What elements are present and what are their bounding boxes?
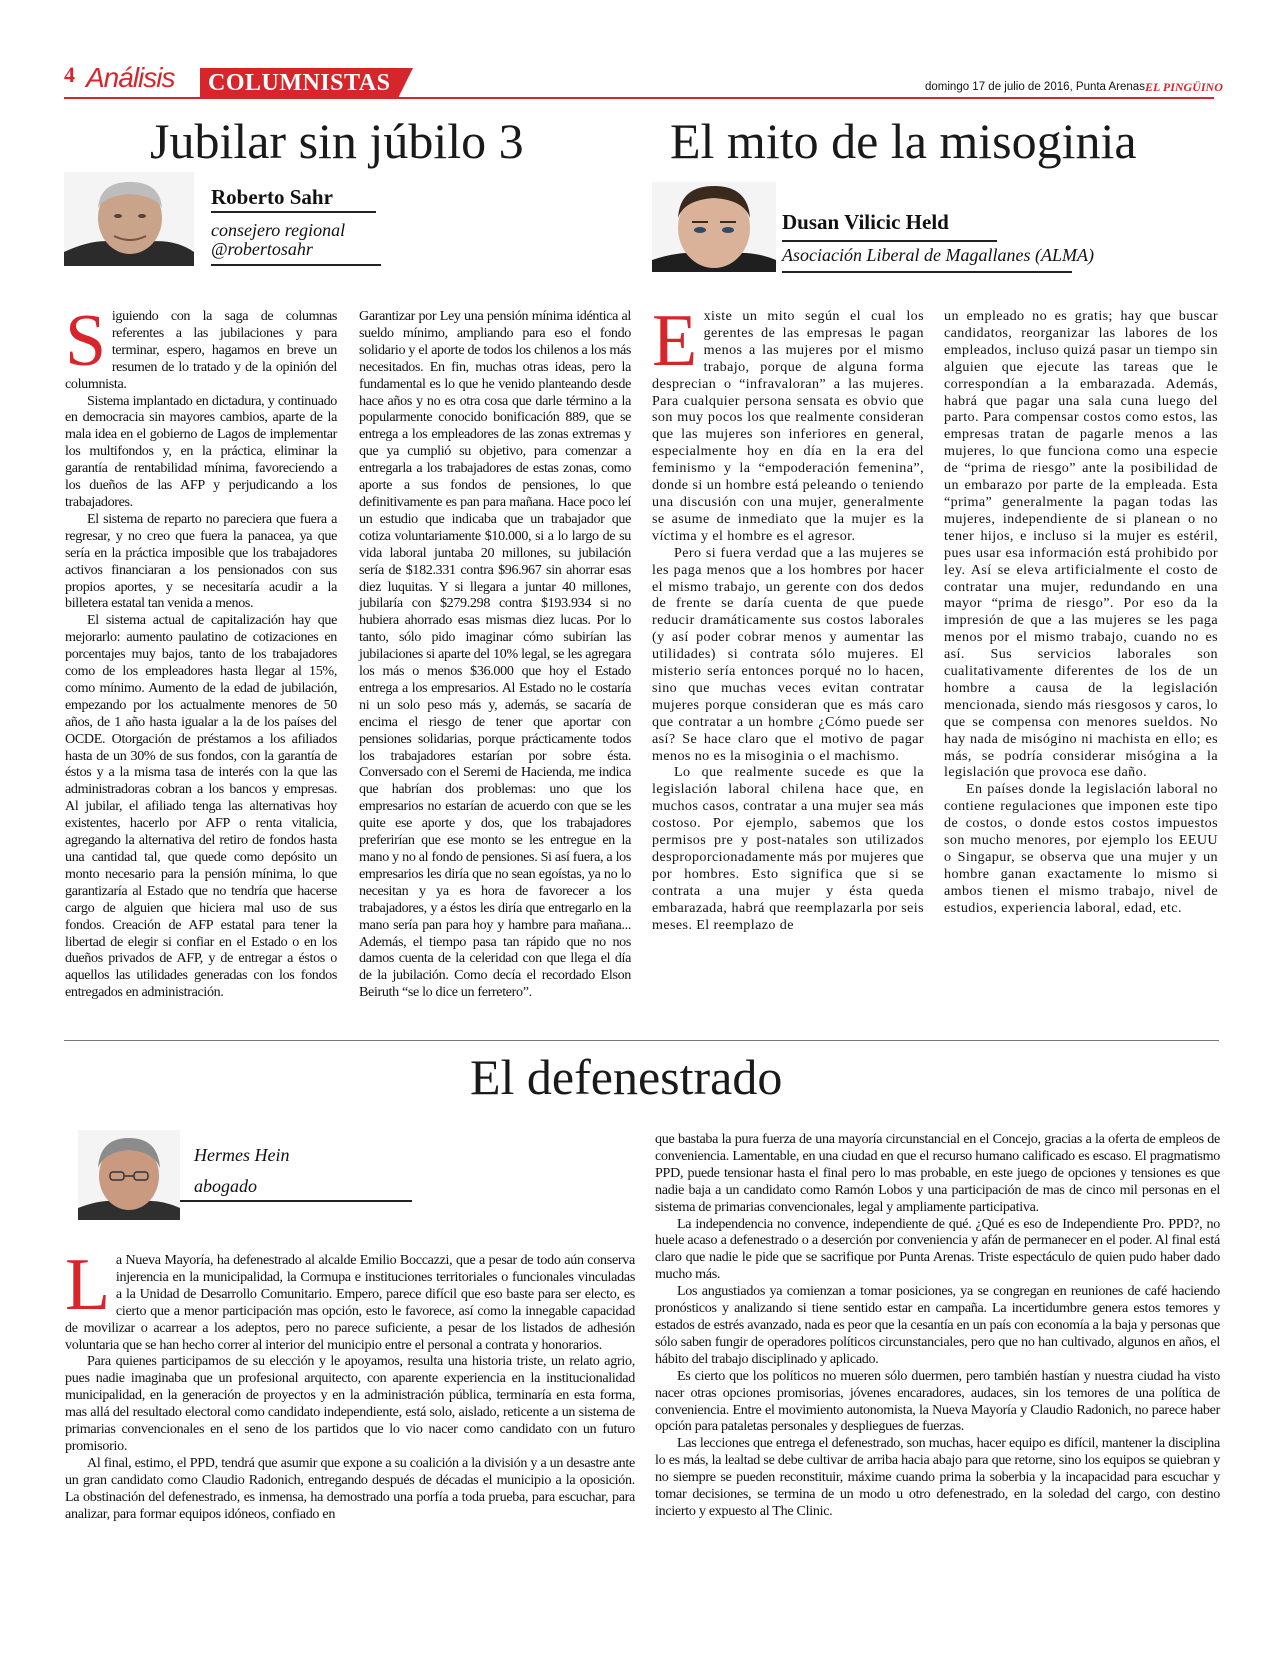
author-handle: @robertosahr [211,239,313,259]
paragraph: Lo que realmente sucede es que la legislación laboral chilena hace que, en muchos casos, contratar a una mujer sea más costoso. Por ejemplo, sabemos que los permisos pre y post-natales son utilizados desproporcionadamente más por mujeres que por hombres. Esto significa que si se contrata a una mujer y ésta queda embarazada, habrá que reemplazarla por seis meses. El reemplazo de [652,764,924,933]
byline-rule [211,211,376,213]
newspaper-logo: EL PINGÜINO [1145,80,1223,94]
paragraph: Garantizar por Ley una pensión mínima idéntica al sueldo mínimo, ampliando para eso el fondo solidario y el aporte de todos los chilenos a los más necesitados. En fin, muchas otras ideas, pero la fundamental es lo que he venido planteando desde hace años y no es otra cosa que darle término a la popularmente conocido bonificación 889, que se entrega a los empleadores de las zonas extremas y que ya cumplió su objetivo, para comenzar a entregarla a los trabajadores de estas zonas, como aporte a sus fondos de pensiones, lo que definitivamente es pan para mañana. Hace poco leí un estudio que indicaba que un trabajador que cotiza voluntariamente $10.000, si a lo largo de su vida laboral juntaba 20 millones, su jubilación sería de $182.331 contra $96.967 sin ahorrar esas diez luquitas. Y si llegara a juntar 40 millones, jubilaría con $279.298 contra $193.934 si no hubiera ahorrado esas mismas diez lucas. Por lo tanto, sólo pido imaginar cómo subirían las jubilaciones si aparte del 10% legal, se les agregara los más o menos $36.000 que hoy el Estado entrega a los empresarios. Al Estado no le costaría ni un solo peso más y, además, se sacaría de encima el riesgo de tener que aportar con pensiones solidarias, porque prácticamente todos los trabajadores estarían por sobre ésta. Conversado con el Seremi de Hacienda, me indica que habrían dos problemas: uno que los empresarios no estarían de acuerdo con que se les quite ese aporte y dos, que los trabajadores preferirían que ese monto se les entregue en la mano y no al fondo de pensiones. Si así fuera, a los empresarios les diría que no sean egoístas, ya no lo necesitan y ya es hora de favorecer a los trabajadores, y a éstos les diría que entregarlo en la mano sería pan para hoy y hambre para mañana... Además, el tiempo pasa tan rápido que no nos damos cuenta de la celeridad con que llega el día de la jubilación. Como decía el recordado Elson Beiruth “se lo dice un ferretero”. [359,308,631,1001]
byline-rule [211,264,381,266]
paragraph: En países donde la legislación laboral no contiene regulaciones que imponen este tipo de costos, o donde estos costos impuestos son mucho menores, por ejemplo los EEUU o Singapur, se observa que una mujer y un hombre ganan exactamente lo mismo si ambos tienen el mismo trabajo, nivel de estudios, experiencia laboral, edad, etc. [944,781,1218,916]
paragraph: iguiendo con la saga de columnas referentes a las jubilaciones y para terminar, espero, hagamos en breve un resumen de lo tratado y de la opinión del columnista. [65,308,337,392]
author-role: consejero regional [211,220,346,240]
author-photo [652,182,776,272]
article-column [65,300,337,1001]
paragraph: Los angustiados ya comienzan a tomar posiciones, ya se congregan en reuniones de café haciendo pronósticos y analizando si tiene sentido estar en campaña. La incertidumbre genera estos temores y estados de estrés avanzado, nada es peor que la cesantía en un país con economía a la baja y personas que sólo saben fungir de operadores políticos circunstanciales, pero que no han cultivado, algunos en años, el hábito del trabajo disciplinado y aplicado. [655,1283,1220,1367]
paragraph: La independencia no convence, independiente de qué. ¿Qué es eso de Independiente Pro. PPD?, no huele acaso a defenestrado o a deserción por conveniencia y afán de permanecer en el poder. Al final está claro que nadie le pide que se sacrifique por Punta Arenas. Triste espectáculo de quien pudo haber dado mucho más. [655,1215,1220,1283]
article-column [65,1244,635,1523]
article-column [944,308,1218,917]
headline-misoginia: El mito de la misoginia [670,113,1137,169]
drop-cap: E [652,300,698,382]
headline-defenestrado: El defenestrado [470,1049,783,1105]
byline-rule [782,240,997,242]
paragraph: que bastaba la pura fuerza de una mayoría circunstancial en el Concejo, gracias a la oferta de empleos de conveniencia. Lamentable, en una ciudad en que el recurso humano calificado es escaso. El pragmatismo PPD, puede tensionar hasta el final pero lo mas probable, en este juego de opciones y tensiones es que nadie baja a un candidato como Ramón Lobos y una participación de mas de cinco mil personas en el sistema de primarias convencionales, legal y ampliamente participativa. [655,1131,1220,1215]
section-label-columnistas: COLUMNISTAS [208,70,391,96]
byline-rule [180,1200,412,1202]
paragraph: a Nueva Mayoría, ha defenestrado al alcalde Emilio Boccazzi, que a pesar de todo aún conserva injerencia en la municipalidad, la Cormupa e instituciones territoriales o funcionales vinculadas a la Unidad de Desarrollo Comunitario. Empero, parece difícil que eso baste para ser electo, es cierto que a menor participación mas opción, esto le favorece, así como la innegable capacidad de movilizar o acarrear a los adeptos, pero no parece suficiente, a pesar de los listados de adhesión voluntaria que se han hecho correr al interior del municipio entre el personal a contrata y honorarios. [65,1252,635,1353]
author-photo [64,172,194,266]
paragraph: Pero si fuera verdad que a las mujeres se les paga menos que a los hombres por hacer el mismo trabajo, un gerente con dos dedos de frente se daría cuenta de que puede reducir dramáticamente sus costos laborales (y así poder cobrar menos y aumentar las utilidades) si contrata sólo mujeres. El misterio sería entonces porqué no lo hacen, sino que muchas veces evitan contratar mujeres porque consideran que es más caro que contratar a un hombre ¿Cómo puede ser así? Se hace claro que el motivo de pagar menos no es la misoginia o el machismo. [652,544,924,764]
paragraph: Es cierto que los políticos no mueren sólo duermen, pero también hastían y nuestra ciudad ha visto nacer otras opciones promisorias, jóvenes encaradores, audaces, sin los temores de una política de conveniencia. Entre el movimiento autonomista, la Nueva Mayoría y Claudio Radonich, no parece haber opción para pataletas personales y despliegues de fuerzas. [655,1367,1220,1435]
author-photo [78,1130,180,1220]
headline-jubilar: Jubilar sin júbilo 3 [150,113,524,169]
date-line: domingo 17 de julio de 2016, Punta Arenas [925,81,1145,93]
page-number: 4 [64,62,75,87]
author-name: Hermes Hein [194,1145,290,1165]
article-column [652,300,924,934]
article-column [359,308,631,1001]
author-role: abogado [194,1176,257,1196]
paragraph: Para quienes participamos de su elección y le apoyamos, resulta una historia triste, un relato agrio, pues nadie imaginaba que un profesional arquitecto, con aparente experiencia en la institucionalidad municipalidad, en la generación de proyectos y en la administración pública, terminaría en esta forma, mas allá del resultado electoral como candidato independiente, está solo, aislado, reticente a un sistema de primarias convencionales en el seno de los partidos que lo vio nacer como candidato con un futuro promisorio. [65,1353,635,1454]
paragraph: Sistema implantado en dictadura, y continuado en democracia sin mayores cambios, aparte de la mala idea en el gobierno de Lagos de implementar los multifondos y, en la práctica, eliminar la garantía de rentabilidad mínima, favoreciendo a los dueños de las AFP y perjudicando a los trabajadores. [65,392,337,510]
author-role: Asociación Liberal de Magallanes (ALMA) [782,245,1094,265]
author-name: Dusan Vilicic Held [782,210,949,234]
header-rule [64,97,1214,99]
drop-cap: L [65,1244,110,1326]
byline-rule [782,271,1072,273]
paragraph: El sistema de reparto no pareciera que fuera a regresar, y no creo que fuera la panacea, ya que sería en la práctica imposible que los trabajadores activos financiaran a los pensionados con sus propios aportes, y se necesitaría acudir a la billetera estatal tan venida a menos. [65,510,337,612]
section-label-analisis: Análisis [86,62,175,93]
paragraph: xiste un mito según el cual los gerentes de las empresas le pagan menos a las mujeres por el mismo trabajo, porque de alguna forma desprecian o “infravaloran” a las mujeres. Para cualquier persona sensata es obvio que son muy pocos los que realmente consideran que las mujeres son inferiores en general, especialmente hoy en día en la era del feminismo y la “empoderación femenina”, donde si un hombre está peleando o teniendo una discusión con una mujer, generalmente se asume de inmediato que la mujer es la víctima y el hombre es el agresor. [652,308,924,544]
article-column [655,1131,1220,1520]
paragraph: Las lecciones que entrega el defenestrado, son muchas, hacer equipo es difícil, mantener la disciplina lo es más, la lealtad se debe cultivar de arriba hacia abajo para que retorne, sino los equipos se quiebran y no siempre se pueden reconstituir, máxime cuando prima la soberbia y la incapacidad para escuchar y tomar decisiones, se termina de un modo u otro defenestrado, en la soledad del cargo, con destino incierto y expuesto al The Clinic. [655,1435,1220,1519]
paragraph: El sistema actual de capitalización hay que mejorarlo: aumento paulatino de cotizaciones en porcentajes muy bajos, tanto de los trabajadores como de los empleadores hasta llegar al 15%, como mínimo. Aumento de la edad de jubilación, empezando por los actualmente menores de 50 años, de 1 año hasta igualar a la de los países del OCDE. Otorgación de préstamos a los afiliados hasta de un 30% de sus fondos, con la garantía de éstos y a la misma tasa de interés con la que las administradoras cobran a los bancos y empresas. Al jubilar, el afiliado tenga las alternativas hoy existentes, hacerlo por AFP o renta vitalicia, agregando la alternativa del retiro de fondos hasta una cantidad tal, que quede como depósito un monto necesario para la pensión mínima, lo que garantizaría al Estado que no tendría que hacerse cargo de alguien que hiciera mal uso de sus fondos. Creación de AFP estatal para tener la libertad de elegir si confiar en el Estado o en los dueños privados de AFP, y de entregar a éstos o aquellos las utilidades generadas con los fondos entregados en administración. [65,612,337,1001]
paragraph: Al final, estimo, el PPD, tendrá que asumir que expone a su coalición a la división y a un desastre ante un gran candidato como Claudio Radonich, entregando después de décadas el municipio a la oposición. La obstinación del defenestrado, es inmensa, ha demostrado una porfía a toda prueba, para escuchar, para analizar, para formar equipos idóneos, confiado en [65,1454,635,1522]
drop-cap: S [65,300,106,382]
paragraph: un empleado no es gratis; hay que buscar candidatos, reorganizar las labores de los empleados, incluso quizá pasar un tiempo sin alguien que ejecute las tareas que le correspondían a la embarazada. Además, habrá que pagar una sala cuna luego del parto. Para compensar costos como estos, las empresas tratan de pagarle menos a las mujeres, lo que funciona como una especie de “prima de riesgo” ante la posibilidad de un embarazo por parte de la empleada. Esta “prima” generalmente la pagan todas las mujeres, independiente de si planean o no tener hijos, e incluso si la mujer es estéril, pues usar esa información está prohibido por ley. Así se eleva artificialmente el costo de contratar una mujer, redundando en una mayor “prima de riesgo”. Por eso da la impresión de que a las mujeres se les paga menos por el mismo trabajo, cuando no es así. Sus servicios laborales son cualitativamente diferentes de los de un hombre a causa de la legislación mencionada, siendo más riesgosos y caros, lo que se compensa con menores sueldos. No hay nada de misógino ni machista en ello; es más, se podría considerar misógina a la legislación que provoca ese daño. [944,308,1218,781]
section-divider [64,1040,1219,1041]
author-name: Roberto Sahr [211,185,333,209]
